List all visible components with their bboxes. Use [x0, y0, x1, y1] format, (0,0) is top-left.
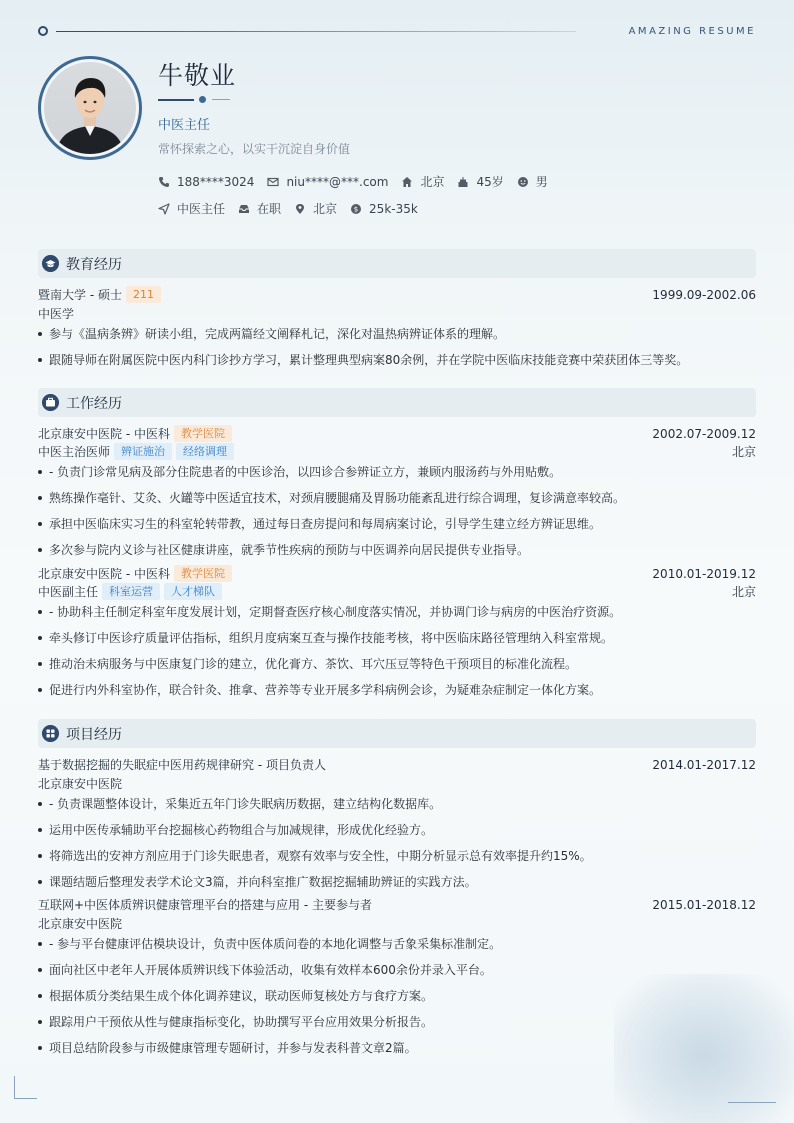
- work-org: 北京康安中医院 - 中医科: [38, 427, 170, 441]
- work-location: 北京: [731, 585, 756, 599]
- project-name: 互联网+中医体质辨识健康管理平台的搭建与应用 - 主要参与者: [38, 898, 373, 912]
- work-org-row: [38, 565, 756, 583]
- gender-text: 男: [535, 175, 548, 189]
- inbox-icon: [238, 203, 250, 215]
- work-location: 北京: [731, 445, 756, 459]
- role-tag: 经络调理: [176, 443, 234, 460]
- work-org-row: [38, 425, 756, 443]
- role-tag: 科室运营: [102, 583, 160, 600]
- project-bullet: 根据体质分类结果生成个体化调养建议，联动医师复核处方与食疗方案。: [38, 987, 756, 1004]
- top-divider: [56, 31, 576, 32]
- age-text: 45岁: [476, 175, 504, 189]
- work-bullet: - 负责门诊常见病及部分住院患者的中医诊治，以四诊合参辨证立方，兼顾内服汤药与外用贴敷。: [38, 463, 756, 480]
- person-silhouette-icon: [44, 62, 136, 154]
- major: 中医学: [38, 307, 75, 321]
- ring-ornament: [38, 26, 48, 36]
- job-title: 中医主任: [158, 118, 211, 133]
- contact-row: [158, 173, 561, 190]
- status-text: 在职: [257, 202, 282, 216]
- age-item: [457, 173, 503, 190]
- email-item: [267, 175, 388, 189]
- target-job-item: [158, 200, 225, 217]
- svg-text:$: $: [353, 205, 359, 214]
- section-title: 项目经历: [66, 727, 122, 743]
- work-date: 2010.01-2019.12: [652, 567, 756, 581]
- candidate-name: 牛敬业: [158, 61, 237, 90]
- section-header-work: [38, 388, 756, 417]
- grid-icon: [42, 725, 59, 742]
- location-pin-icon: [294, 203, 306, 215]
- project-bullet: - 负责课题整体设计，采集近五年门诊失眠病历数据，建立结构化数据库。: [38, 795, 756, 812]
- gender-item: [517, 173, 548, 190]
- project-org: 北京康安中医院: [38, 917, 123, 931]
- top-decoration: [38, 26, 756, 38]
- education-bullet: 参与《温病条辨》研读小组，完成两篇经文阐释札记，深化对温热病辨证体系的理解。: [38, 325, 756, 342]
- project-bullet: 面向社区中老年人开展体质辨识线下体验活动，收集有效样本600余份并录入平台。: [38, 961, 756, 978]
- school-tag: 211: [126, 286, 161, 303]
- blurred-decoration: [614, 974, 794, 1123]
- cake-icon: [457, 176, 469, 188]
- education-date: 1999.09-2002.06: [652, 288, 756, 302]
- home-icon: [401, 176, 413, 188]
- work-role-row: [38, 583, 756, 601]
- project-header: [38, 896, 756, 914]
- briefcase-icon: [42, 394, 59, 411]
- salary-item: [350, 202, 418, 216]
- project-bullet: 课题结题后整理发表学术论文3篇，并向科室推广数据挖掘辅助辨证的实践方法。: [38, 873, 756, 890]
- email-text: niu****@***.com: [286, 174, 389, 189]
- city-text: 北京: [420, 175, 445, 189]
- smile-icon: [517, 176, 529, 188]
- project-org: 北京康安中医院: [38, 777, 123, 791]
- target-city-text: 北京: [313, 202, 338, 216]
- section-title: 工作经历: [66, 396, 122, 412]
- work-bullet: 熟练操作毫针、艾灸、火罐等中医适宜技术，对颈肩腰腿痛及胃肠功能紊乱进行综合调理，复诊满意率较高。: [38, 489, 756, 506]
- work-role-row: [38, 443, 756, 461]
- org-tag: 教学医院: [174, 425, 232, 442]
- project-bullet: 将筛选出的安神方剂应用于门诊失眠患者，观察有效率与安全性，中期分析显示总有效率提升约15%。: [38, 847, 756, 864]
- money-icon: [350, 203, 362, 215]
- project-bullet: 跟踪用户干预依从性与健康指标变化，协助撰写平台应用效果分析报告。: [38, 1013, 756, 1030]
- profile-photo: [44, 62, 136, 154]
- education-bullet: 跟随导师在附属医院中医内科门诊抄方学习，累计整理典型病案80余例，并在学院中医临床技能竞赛中荣获团体三等奖。: [38, 351, 756, 368]
- project-header: [38, 756, 756, 774]
- education-header: [38, 286, 756, 304]
- project-bullet: 运用中医传承辅助平台挖掘核心药物组合与加减规律，形成优化经验方。: [38, 821, 756, 838]
- motto: 常怀探索之心，以实干沉淀自身价值: [158, 142, 351, 156]
- school-degree: 暨南大学 - 硕士: [38, 288, 122, 302]
- intent-row: [158, 200, 431, 217]
- phone-icon: [158, 176, 170, 188]
- work-bullet: 多次参与院内义诊与社区健康讲座，就季节性疾病的预防与中医调养向居民提供专业指导。: [38, 541, 756, 558]
- bottom-line-ornament: [728, 1102, 776, 1103]
- section-title: 教育经历: [66, 257, 122, 273]
- work-bullet: 促进行内外科室协作，联合针灸、推拿、营养等专业开展多学科病例会诊，为疑难杂症制定一体化方案。: [38, 681, 756, 698]
- mail-icon: [267, 176, 279, 188]
- work-role: 中医主治医师: [38, 445, 111, 459]
- project-date: 2014.01-2017.12: [652, 758, 756, 772]
- phone-text: 188****3024: [177, 174, 255, 189]
- avatar: [38, 56, 142, 160]
- city-item: [401, 173, 444, 190]
- work-bullet: 承担中医临床实习生的科室轮转带教，通过每日查房提问和每周病案讨论，引导学生建立经方辨证思维。: [38, 515, 756, 532]
- target-city-item: [294, 200, 337, 217]
- phone-item: [158, 175, 254, 189]
- work-bullet: - 协助科主任制定科室年度发展计划，定期督查医疗核心制度落实情况，并协调门诊与病房的中医治疗资源。: [38, 603, 756, 620]
- work-role: 中医副主任: [38, 585, 99, 599]
- work-bullet: 推动治未病服务与中医康复门诊的建立，优化膏方、茶饮、耳穴压豆等特色干预项目的标准化流程。: [38, 655, 756, 672]
- target-job-text: 中医主任: [177, 202, 226, 216]
- graduation-cap-icon: [42, 255, 59, 272]
- salary-text: 25k-35k: [369, 201, 418, 216]
- corner-ornament: [14, 1076, 37, 1099]
- org-tag: 教学医院: [174, 565, 232, 582]
- project-name: 基于数据挖掘的失眠症中医用药规律研究 - 项目负责人: [38, 758, 326, 772]
- work-bullet: 牵头修订中医诊疗质量评估指标，组织月度病案互查与操作技能考核，将中医临床路径管理纳入科室常规。: [38, 629, 756, 646]
- brand-label: AMAZING RESUME: [628, 26, 756, 37]
- section-header-education: [38, 249, 756, 278]
- work-date: 2002.07-2009.12: [652, 427, 756, 441]
- send-icon: [158, 203, 170, 215]
- work-org: 北京康安中医院 - 中医科: [38, 567, 170, 581]
- role-tag: 辨证施治: [114, 443, 172, 460]
- project-date: 2015.01-2018.12: [652, 898, 756, 912]
- role-tag: 人才梯队: [164, 583, 222, 600]
- project-bullet: 项目总结阶段参与市级健康管理专题研讨，并参与发表科普文章2篇。: [38, 1039, 756, 1056]
- status-item: [238, 200, 281, 217]
- name-divider: [158, 96, 238, 104]
- section-header-projects: [38, 719, 756, 748]
- project-bullet: - 参与平台健康评估模块设计，负责中医体质问卷的本地化调整与舌象采集标准制定。: [38, 935, 756, 952]
